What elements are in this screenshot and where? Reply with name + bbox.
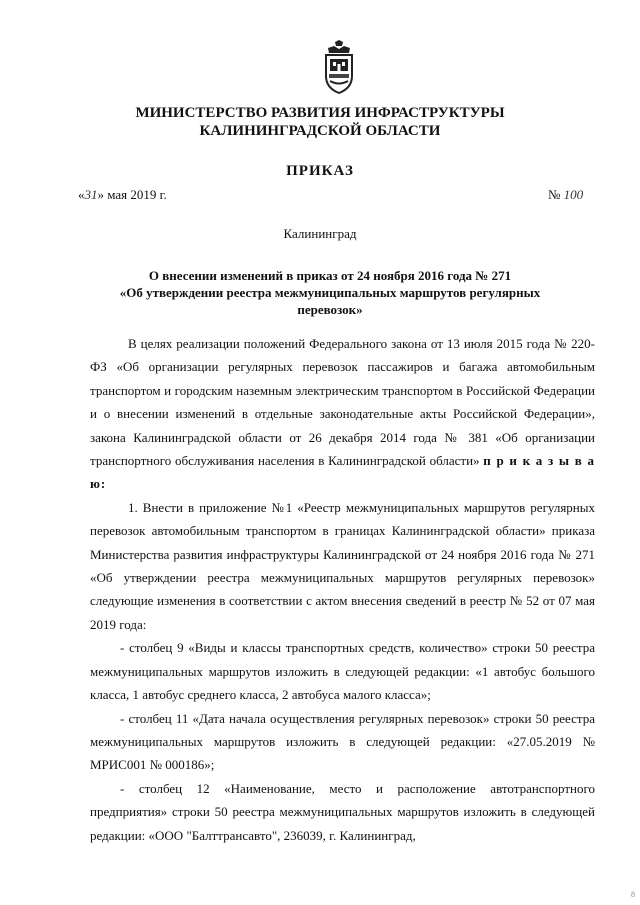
subject-line-1: О внесении изменений в приказ от 24 ноября 2016 года № 271 (148, 268, 512, 283)
number-label: № (548, 187, 561, 202)
order-subject (90, 267, 570, 318)
preamble-paragraph (90, 332, 595, 496)
preamble-text: В целях реализации положений Федерального закона от 13 июля 2015 года № 220-ФЗ «Об организации регулярных перевозок пассажиров и багажа автомобильным транспортом и городским наземным электрическим транспортом в Российской Федерации и о внесении изменений в отдельные законодательные акты Российской Федерации», закона Калининградской области от 26 декабря 2014 года № 381 «Об организации транспортного обслуживания населения в Калининградской области» (90, 336, 595, 469)
date-day-handwritten: 31 (84, 187, 98, 202)
ministry-name (0, 104, 640, 140)
subject-line-2: «Об утверждении реестра межмуниципальных маршрутов регулярных перевозок» (119, 285, 541, 317)
ministry-line-1: МИНИСТЕРСТВО РАЗВИТИЯ ИНФРАСТРУКТУРЫ (135, 105, 505, 121)
coat-of-arms-icon (322, 40, 356, 94)
number-value-handwritten: 100 (563, 187, 584, 202)
order-title: ПРИКАЗ (286, 163, 354, 179)
prikaz-word: п р и к а з ы в а ю: (90, 453, 596, 492)
bullet-paragraph-1: - столбец 9 «Виды и классы транспортных средств, количество» строки 50 реестра межмуниципальных маршрутов изложить в следующей редакции: «1 автобус большого класса, 1 автобус среднего класса, 2 автобуса малого класса»; (90, 640, 595, 703)
date-rest: » мая 2019 г. (97, 187, 167, 202)
order-number (548, 187, 583, 203)
ministry-line-2: КАЛИНИНГРАДСКОЙ ОБЛАСТИ (199, 123, 441, 139)
item-1-paragraph: 1. Внести в приложение №1 «Реестр межмуниципальных маршрутов регулярных перевозок автомобильным транспортом в границах Калининградской области» приказа Министерства развития инфраструктуры Калининградской от 24 ноября 2016 года № 271 «Об утверждении реестра межмуниципальных маршрутов регулярных перевозок» следующие изменения в соответствии с актом внесения сведений в реестр № 52 от 07 мая 2019 года: (90, 499, 595, 632)
city-name: Калининград (283, 226, 357, 241)
page-side-mark: 8 (631, 890, 635, 899)
bullet-paragraph-2: - столбец 11 «Дата начала осуществления регулярных перевозок» строки 50 реестра межмуниципальных маршрутов изложить в следующей редакции: «27.05.2019 № МРИС001 № 000186»; (90, 710, 595, 773)
date-open-quote: « (78, 187, 85, 202)
bullet-paragraph-3: - столбец 12 «Наименование, место и расположение автотранспортного предприятия» строки 50 реестра межмуниципальных маршрутов изложить в следующей редакции: «ООО "Балттрансавто", 236039, г. Калининград, (90, 780, 595, 843)
order-body (90, 332, 595, 847)
order-date (78, 187, 167, 203)
